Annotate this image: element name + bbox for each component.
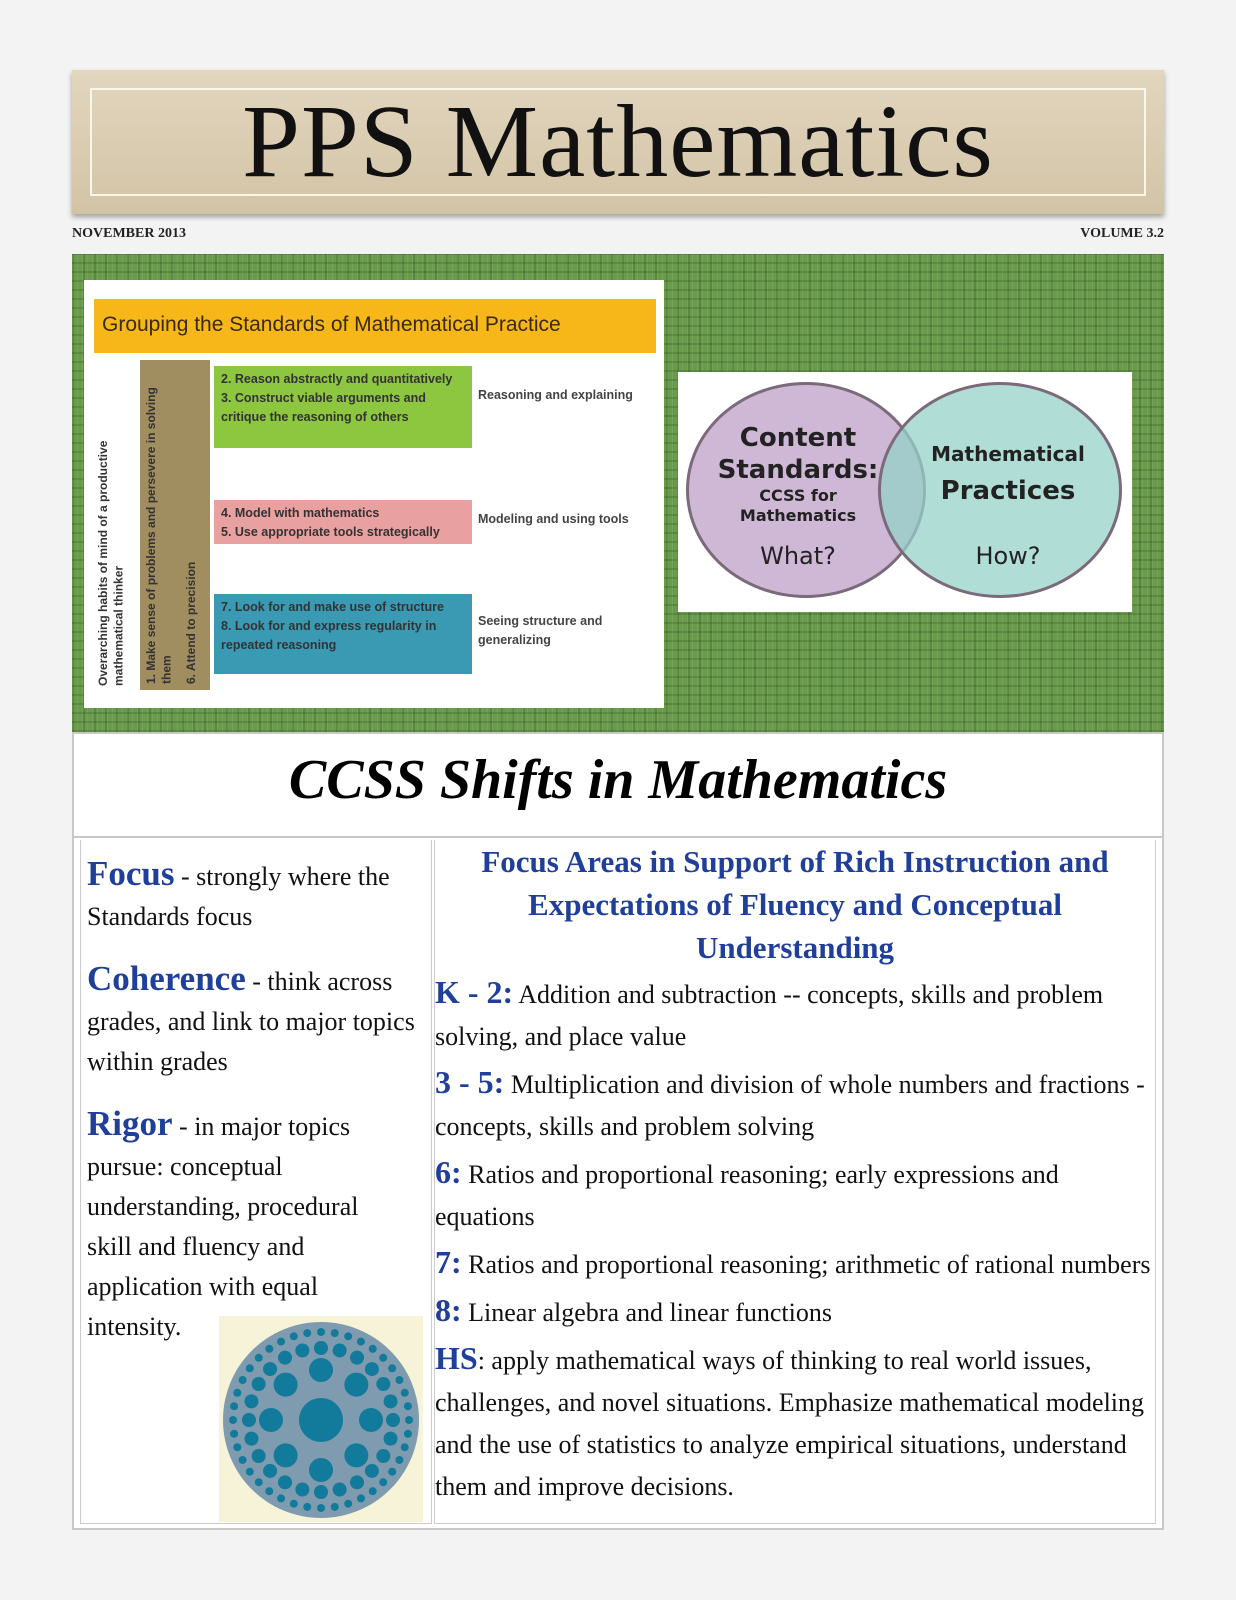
grade-label: 8: <box>435 1292 462 1328</box>
practice-1: 1. Make sense of problems and persevere in solving them <box>144 387 174 684</box>
grade-label: HS <box>435 1340 478 1376</box>
tiling-bead <box>388 1468 396 1476</box>
issue-volume: VOLUME 3.2 <box>1080 226 1164 241</box>
tiling-bead <box>309 1358 333 1382</box>
tiling-bead <box>379 1354 387 1362</box>
tiling-bead <box>277 1338 285 1346</box>
label-reasoning: Reasoning and explaining <box>478 388 633 402</box>
tiling-bead <box>314 1341 328 1355</box>
tiling-bead <box>395 1376 403 1384</box>
tiling-bead <box>369 1345 377 1353</box>
shift-desc: - strongly where the Standards focus <box>87 862 390 931</box>
tiling-bead <box>386 1413 400 1427</box>
shift-coherence <box>87 959 425 1082</box>
shifts-section <box>72 732 1164 1530</box>
venn-diagram <box>678 372 1132 612</box>
tiling-bead <box>265 1345 273 1353</box>
label-modeling: Modeling and using tools <box>478 512 629 526</box>
tiling-bead <box>359 1408 383 1432</box>
practice-6: 6. Attend to precision <box>184 561 198 684</box>
practices-question: How? <box>975 542 1041 570</box>
tiling-bead <box>244 1432 258 1446</box>
tiling-bead <box>344 1332 352 1340</box>
tiling-bead <box>229 1416 237 1424</box>
practice-box-modeling: 4. Model with mathematics 5. Use appropriate tools strategically <box>214 500 472 544</box>
tiling-center <box>299 1398 343 1442</box>
tiling-bead <box>255 1354 263 1362</box>
tiling-bead <box>388 1364 396 1372</box>
practice-bar <box>140 360 210 690</box>
practice-box-structure: 7. Look for and make use of structure 8. Look for and express regularity in repeated reasoning <box>214 594 472 674</box>
tiling-bead <box>309 1458 333 1482</box>
grade-desc: Addition and subtraction -- concepts, skills and problem solving, and place value <box>435 980 1104 1051</box>
label-structure: Seeing structure and generalizing <box>478 614 603 647</box>
section-title: CCSS Shifts in Mathematics <box>74 734 1162 838</box>
tiling-bead <box>401 1389 409 1397</box>
tiling-bead <box>314 1485 328 1499</box>
tiling-bead <box>379 1478 387 1486</box>
tiling-bead <box>350 1475 364 1489</box>
grade-label: 7: <box>435 1244 462 1280</box>
grade-desc: Ratios and proportional reasoning; arithmetic of rational numbers <box>461 1250 1151 1279</box>
grade-focus-item <box>435 1241 1155 1286</box>
grade-desc: Linear algebra and linear functions <box>461 1298 832 1327</box>
grade-desc: : apply mathematical ways of thinking to real world issues, challenges, and novel situations. Emphasize mathematical modeling and the use of statistics to analyze empirical situations, understand them and improve decisions. <box>435 1346 1145 1501</box>
shift-term: Focus <box>87 854 175 893</box>
tiling-bead <box>357 1338 365 1346</box>
tiling-bead <box>365 1464 379 1478</box>
overarching-label: Overarching habits of mind of a productive mathematical thinker <box>96 440 126 686</box>
tiling-bead <box>405 1416 413 1424</box>
tiling-bead <box>295 1343 309 1357</box>
grade-focus-item <box>435 1337 1155 1508</box>
tiling-bead <box>230 1430 238 1438</box>
grade-label: 3 - 5: <box>435 1064 505 1100</box>
tiling-bead <box>263 1464 277 1478</box>
tiling-bead <box>404 1430 412 1438</box>
grade-desc: Ratios and proportional reasoning; early expressions and equations <box>435 1160 1059 1231</box>
grade-focus-item <box>435 1151 1155 1238</box>
content-question: What? <box>760 542 836 570</box>
tiling-bead <box>246 1468 254 1476</box>
shift-desc: - think across grades, and link to major topics within grades <box>87 967 415 1076</box>
masthead <box>72 70 1164 214</box>
tiling-bead <box>404 1402 412 1410</box>
grade-focus-item <box>435 971 1155 1058</box>
tiling-bead <box>384 1394 398 1408</box>
tiling-bead <box>242 1413 256 1427</box>
tiling-bead <box>350 1351 364 1365</box>
grade-focus-item <box>435 1061 1155 1148</box>
tiling-bead <box>395 1456 403 1464</box>
practices-title-1: Mathematical <box>931 442 1085 466</box>
tiling-bead <box>344 1443 368 1467</box>
tiling-bead <box>255 1478 263 1486</box>
tiling-bead <box>252 1377 266 1391</box>
practice-box-reasoning: 2. Reason abstractly and quantitatively 3. Construct viable arguments and critique the reasoning of others <box>214 366 472 448</box>
content-subtitle: CCSS for Mathematics <box>739 486 857 525</box>
tiling-bead <box>259 1408 283 1432</box>
practices-title-2: Practices <box>940 476 1076 506</box>
tiling-bead <box>365 1362 379 1376</box>
tiling-bead <box>317 1504 325 1512</box>
tiling-bead <box>376 1377 390 1391</box>
tiling-bead <box>344 1373 368 1397</box>
tiling-bead <box>384 1432 398 1446</box>
tiling-bead <box>344 1500 352 1508</box>
tiling-bead <box>230 1402 238 1410</box>
grouping-diagram <box>84 280 664 708</box>
grade-focus-item <box>435 1289 1155 1334</box>
tiling-bead <box>369 1487 377 1495</box>
tiling-bead <box>303 1329 311 1337</box>
tiling-bead <box>263 1362 277 1376</box>
tiling-bead <box>252 1449 266 1463</box>
tiling-bead <box>290 1500 298 1508</box>
grade-label: 6: <box>435 1154 462 1190</box>
shift-desc: - in major topics pursue: conceptual understanding, procedural skill and fluency and application with equal intensity. <box>87 1112 359 1341</box>
tiling-bead <box>265 1487 273 1495</box>
content-title: Content Standards: <box>717 423 879 485</box>
hyperbolic-tiling-image <box>219 1316 423 1522</box>
tiling-bead <box>246 1364 254 1372</box>
issue-date: NOVEMBER 2013 <box>72 226 186 241</box>
grade-desc: Multiplication and division of whole numbers and fractions - concepts, skills and problem solving <box>435 1070 1145 1141</box>
tiling-bead <box>376 1449 390 1463</box>
tiling-bead <box>317 1328 325 1336</box>
tiling-bead <box>277 1494 285 1502</box>
tiling-bead <box>274 1443 298 1467</box>
tiling-bead <box>303 1503 311 1511</box>
focus-areas-heading: Focus Areas in Support of Rich Instruction and Expectations of Fluency and Conceptual Understanding <box>481 844 1109 965</box>
shift-term: Rigor <box>87 1104 173 1143</box>
tiling-bead <box>333 1483 347 1497</box>
tiling-bead <box>333 1343 347 1357</box>
tiling-bead <box>239 1456 247 1464</box>
tiling-bead <box>331 1329 339 1337</box>
shift-focus <box>87 854 425 937</box>
grade-label: K - 2: <box>435 974 514 1010</box>
tiling-bead <box>278 1475 292 1489</box>
tiling-bead <box>278 1351 292 1365</box>
tiling-bead <box>274 1373 298 1397</box>
image-panel <box>72 254 1164 732</box>
tiling-bead <box>290 1332 298 1340</box>
tiling-bead <box>244 1394 258 1408</box>
tiling-bead <box>239 1376 247 1384</box>
tiling-bead <box>331 1503 339 1511</box>
focus-areas-column <box>434 840 1156 1524</box>
tiling-bead <box>401 1443 409 1451</box>
grouping-title: Grouping the Standards of Mathematical Practice <box>94 299 656 353</box>
tiling-bead <box>357 1494 365 1502</box>
shift-rigor <box>87 1104 387 1347</box>
tiling-bead <box>233 1443 241 1451</box>
newsletter-title: PPS Mathematics <box>242 84 994 199</box>
tiling-bead <box>233 1389 241 1397</box>
shifts-column <box>80 840 432 1524</box>
tiling-bead <box>295 1483 309 1497</box>
shift-term: Coherence <box>87 959 246 998</box>
